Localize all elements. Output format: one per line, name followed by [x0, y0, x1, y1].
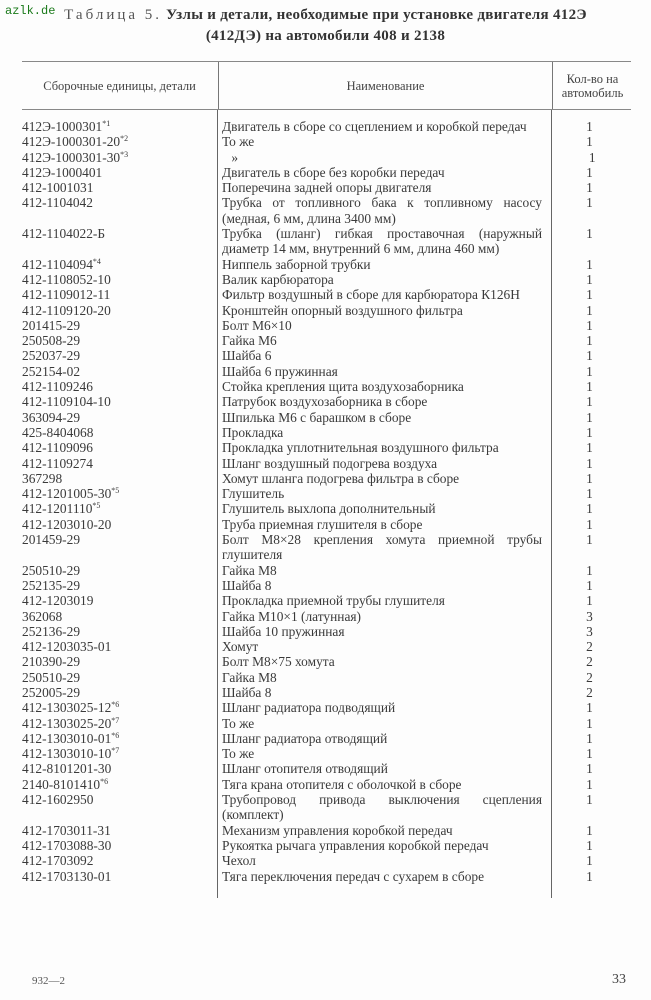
quantity: 1: [586, 715, 593, 731]
quantity: 1: [586, 837, 593, 853]
table-body: [22, 110, 631, 884]
part-name: Двигатель в сборе без коробки передач: [222, 164, 445, 180]
footnote-mark: *7: [111, 746, 120, 756]
part-name: Гайка М10×1 (латунная): [222, 608, 362, 624]
part-name: Шайба 10 пружинная: [222, 623, 345, 639]
table-title: [0, 5, 651, 47]
part-name: Стойка крепления щита воздухозаборника: [222, 379, 464, 395]
part-number-text: 201459-29: [22, 532, 81, 548]
table-row: [22, 272, 631, 287]
quantity: 1: [586, 532, 593, 548]
part-number: [22, 425, 217, 440]
part-number: [22, 639, 217, 654]
table-row: [22, 838, 631, 853]
part-name: Шайба 6 пружинная: [222, 363, 338, 379]
printer-signature: 932—2: [32, 975, 65, 987]
quantity: 2: [586, 654, 593, 670]
part-name: Шланг отопителя отводящий: [222, 761, 388, 777]
part-number-text: 250508-29: [22, 333, 81, 349]
footnote-mark: *4: [92, 256, 101, 266]
part-number: [22, 716, 217, 731]
table-row: [22, 670, 631, 685]
quantity: 1: [586, 562, 593, 578]
quantity: 1: [586, 440, 593, 456]
quantity: 1: [586, 317, 593, 333]
part-name: То же: [222, 746, 255, 762]
quantity: 1: [586, 409, 593, 425]
table-row: [22, 150, 631, 165]
table-row: [22, 348, 631, 363]
header-qty: Кол-во на автомобиль: [552, 62, 632, 109]
quantity: 1: [586, 348, 593, 364]
part-name: Трубка (шланг) гибкая проставочная (наружный диаметр 14 мм, внутренний 6 мм, длина 460 мм): [222, 226, 542, 257]
part-number: [22, 150, 213, 165]
table-row: [22, 303, 631, 318]
table-row: [22, 853, 631, 868]
parts-table: [22, 61, 631, 884]
part-number: [22, 685, 217, 700]
quantity: 1: [586, 792, 593, 808]
part-number-text: 363094-29: [22, 409, 81, 425]
part-number: [22, 532, 217, 563]
part-name: Болт М6×10: [222, 317, 292, 333]
part-name: Двигатель в сборе со сцеплением и коробкой передач: [222, 119, 527, 134]
page-number: 33: [612, 972, 626, 987]
part-number: [22, 119, 217, 134]
part-number-text: 425-8404068: [22, 424, 94, 440]
part-number-text: 412-1001031: [22, 180, 94, 196]
part-number: [22, 180, 217, 195]
part-number: [22, 379, 217, 394]
part-number: [22, 195, 217, 226]
footnote-mark: *1: [102, 119, 111, 128]
table-row: [22, 257, 631, 272]
part-name: Болт М8×28 крепления хомута приемной трубы глушителя: [222, 532, 542, 563]
quantity: 2: [586, 639, 593, 655]
footnote-mark: *5: [92, 501, 101, 511]
part-number-text: 412-1108052-10: [22, 271, 111, 287]
part-number: [22, 257, 217, 272]
table-number: Таблица 5.: [64, 7, 163, 23]
quantity: 1: [586, 470, 593, 486]
part-number-text: 412-1703011-31: [22, 822, 111, 838]
part-name: Валик карбюратора: [222, 271, 334, 287]
part-name: Труба приемная глушителя в сборе: [222, 516, 423, 532]
table-row: [22, 425, 631, 440]
table-row: [22, 456, 631, 471]
part-number: [22, 410, 217, 425]
part-number-text: 412-1703088-30: [22, 837, 112, 853]
footnote-mark: *3: [120, 149, 129, 159]
part-name: Хомут шланга подогрева фильтра в сборе: [222, 470, 460, 486]
part-number-text: 250510-29: [22, 669, 81, 685]
table-caption-line2: (412ДЭ) на автомобили 408 и 2138: [205, 28, 446, 44]
part-number: [22, 578, 217, 593]
part-number-text: 252005-29: [22, 684, 81, 700]
table-row: [22, 746, 631, 761]
part-number: [22, 471, 217, 486]
watermark: azlk.de: [5, 4, 56, 18]
quantity: 1: [586, 394, 593, 410]
part-number: [22, 303, 217, 318]
part-name: То же: [222, 134, 255, 150]
table-row: [22, 440, 631, 455]
quantity: 1: [586, 164, 593, 180]
table-row: [22, 394, 631, 409]
quantity: 1: [586, 363, 593, 379]
table-row: [22, 639, 631, 654]
part-name: Шайба 6: [222, 348, 272, 364]
part-number: [22, 440, 217, 455]
part-number-text: 412-1109096: [22, 440, 93, 456]
table-row: [22, 731, 631, 746]
quantity: 1: [586, 271, 593, 287]
part-number: [22, 517, 217, 532]
part-number: [22, 731, 217, 746]
part-number-text: 201415-29: [22, 317, 81, 333]
part-name: Шайба 8: [222, 577, 272, 593]
part-number: [22, 486, 217, 501]
quantity: 1: [588, 149, 596, 165]
part-name: Шланг радиатора отводящий: [222, 730, 388, 746]
part-name: Тяга крана отопителя с оболочкой в сборе: [222, 776, 462, 792]
part-number: [22, 609, 217, 624]
table-row: [22, 761, 631, 776]
table-row: [22, 486, 631, 501]
quantity: 1: [586, 593, 593, 609]
table-row: [22, 226, 631, 257]
part-number-text: 412Э-1000301: [22, 119, 103, 134]
part-number-text: 412-1703130-01: [22, 868, 112, 884]
quantity: 2: [586, 669, 593, 685]
part-number-text: 412Э-1000301-20: [22, 134, 121, 150]
part-number-text: 412Э-1000301-30: [22, 149, 121, 165]
part-number: [22, 134, 217, 149]
part-number-text: 412-8101201-30: [22, 761, 112, 777]
footnote-mark: *7: [111, 715, 120, 725]
quantity: 1: [586, 424, 593, 440]
footnote-mark: *2: [120, 134, 129, 144]
quantity: 1: [586, 761, 593, 777]
part-number: [22, 838, 217, 853]
part-number-text: 412-1303025-12: [22, 700, 112, 716]
quantity: 3: [586, 608, 593, 624]
part-number-text: 412-1303010-01: [22, 730, 112, 746]
quantity: 1: [586, 746, 593, 762]
quantity: 1: [586, 379, 593, 395]
part-name: Прокладка приемной трубы глушителя: [222, 593, 445, 609]
part-name: Глушитель: [222, 486, 285, 502]
part-number: [22, 593, 217, 608]
part-number-text: 252136-29: [22, 623, 81, 639]
quantity: 1: [586, 302, 593, 318]
part-number: [22, 318, 217, 333]
quantity: 1: [586, 256, 593, 272]
quantity: 1: [586, 700, 593, 716]
part-name: Рукоятка рычага управления коробкой передач: [222, 837, 489, 853]
table-row: [22, 609, 631, 624]
quantity: 1: [586, 180, 593, 196]
part-number: [22, 364, 217, 379]
table-row: [22, 685, 631, 700]
quantity: 1: [586, 134, 593, 150]
quantity: 2: [586, 684, 593, 700]
quantity: 1: [586, 822, 593, 838]
quantity: 1: [586, 226, 593, 242]
quantity: 1: [586, 486, 593, 502]
table-row: [22, 501, 631, 516]
table-row: [22, 119, 631, 134]
quantity: 1: [586, 333, 593, 349]
part-number: [22, 394, 217, 409]
part-name: Болт М8×75 хомута: [222, 654, 335, 670]
part-name: »: [231, 149, 239, 165]
part-name: Хомут: [222, 639, 259, 655]
quantity: 1: [586, 853, 593, 869]
part-name: Шланг радиатора подводящий: [222, 700, 396, 716]
part-number-text: 362068: [22, 608, 63, 624]
part-number: [22, 272, 217, 287]
part-number: [22, 761, 217, 776]
table-row: [22, 517, 631, 532]
part-number-text: 412-1303025-20: [22, 715, 112, 731]
part-number-text: 412-1109104-10: [22, 394, 111, 410]
table-row: [22, 578, 631, 593]
part-number: [22, 700, 217, 715]
quantity: 1: [586, 195, 593, 211]
part-number-text: 412-1201005-30: [22, 486, 112, 502]
part-name: Прокладка уплотнительная воздушного фильтра: [222, 440, 499, 456]
part-name: Шланг воздушный подогрева воздуха: [222, 455, 438, 471]
part-number-text: 412-1109120-20: [22, 302, 111, 318]
quantity: 3: [586, 623, 593, 639]
part-number: [22, 624, 217, 639]
quantity: 1: [586, 730, 593, 746]
quantity: 1: [586, 868, 593, 884]
table-row: [22, 287, 631, 302]
part-number-text: 250510-29: [22, 562, 81, 578]
part-number: [22, 792, 217, 823]
table-row: [22, 563, 631, 578]
part-number: [22, 333, 217, 348]
part-name: Чехол: [222, 853, 256, 869]
table-row: [22, 716, 631, 731]
footnote-mark: *6: [111, 700, 120, 710]
part-number: [22, 165, 217, 180]
part-number-text: 252135-29: [22, 577, 81, 593]
part-name: Шайба 8: [222, 684, 272, 700]
part-name: Фильтр воздушный в сборе для карбюратора К126Н: [222, 287, 520, 303]
part-number: [22, 226, 217, 257]
quantity: 1: [586, 287, 593, 303]
part-number: [22, 823, 217, 838]
header-parts: Сборочные единицы, детали: [43, 78, 196, 93]
part-name: Шпилька М6 с барашком в сборе: [222, 409, 412, 425]
part-name: Кронштейн опорный воздушного фильтра: [222, 302, 463, 318]
part-number: [22, 853, 217, 868]
footnote-mark: *6: [100, 776, 109, 786]
part-number-text: 412-1303010-10: [22, 746, 112, 762]
table-row: [22, 379, 631, 394]
part-name: Глушитель выхлопа дополнительный: [222, 501, 436, 517]
table-row: [22, 792, 631, 823]
part-number-text: 412-1109012-11: [22, 287, 111, 303]
part-number-text: 252154-02: [22, 363, 81, 379]
part-number-text: 412-1104022-Б: [22, 226, 106, 242]
part-number: [22, 654, 217, 669]
part-number-text: 412-1703092: [22, 853, 94, 869]
part-number-text: 412-1203019: [22, 593, 94, 609]
quantity: 1: [586, 776, 593, 792]
table-row: [22, 165, 631, 180]
table-row: [22, 654, 631, 669]
part-name: Патрубок воздухозаборника в сборе: [222, 394, 428, 410]
table-row: [22, 869, 631, 884]
part-name: Гайка М6: [222, 333, 277, 349]
part-number-text: 412-1104042: [22, 195, 93, 211]
table-row: [22, 410, 631, 425]
quantity: 1: [586, 516, 593, 532]
part-name: То же: [222, 715, 255, 731]
table-row: [22, 134, 631, 149]
part-name: Трубка от топливного бака к топливному насосу (медная, 6 мм, длина 3400 мм): [222, 195, 542, 226]
table-row: [22, 823, 631, 838]
part-number: [22, 348, 217, 363]
footnote-mark: *5: [111, 486, 120, 496]
part-number: [22, 563, 217, 578]
part-name: Поперечина задней опоры двигателя: [222, 180, 432, 196]
part-number-text: 367298: [22, 470, 63, 486]
table-caption-line1: Узлы и детали, необходимые при установке двигателя 412Э: [166, 7, 587, 23]
table-row: [22, 364, 631, 379]
part-number: [22, 456, 217, 471]
part-number-text: 210390-29: [22, 654, 81, 670]
part-name: Трубопровод привода выключения сцепления (комплект): [222, 792, 542, 823]
quantity: 1: [586, 501, 593, 517]
part-number-text: 412-1109274: [22, 455, 93, 471]
part-number-text: 412-1109246: [22, 379, 93, 395]
table-row: [22, 593, 631, 608]
part-name: Ниппель заборной трубки: [222, 256, 371, 272]
quantity: 1: [586, 577, 593, 593]
footnote-mark: *6: [111, 730, 120, 740]
table-row: [22, 532, 631, 563]
table-row: [22, 318, 631, 333]
table-row: [22, 180, 631, 195]
table-row: [22, 333, 631, 348]
part-number-text: 412-1602950: [22, 792, 94, 808]
part-number-text: 412-1203010-20: [22, 516, 112, 532]
part-number-text: 252037-29: [22, 348, 81, 364]
part-number: [22, 869, 217, 884]
part-name: Гайка М8: [222, 562, 277, 578]
table-row: [22, 700, 631, 715]
part-number: [22, 746, 217, 761]
part-number: [22, 777, 217, 792]
header-name: Наименование: [218, 62, 552, 109]
part-name: Гайка М8: [222, 669, 277, 685]
part-number: [22, 287, 217, 302]
part-number: [22, 670, 217, 685]
part-name: Тяга переключения передач с сухарем в сборе: [222, 868, 485, 884]
quantity: 1: [586, 119, 593, 134]
table-row: [22, 624, 631, 639]
table-row: [22, 195, 631, 226]
quantity: 1: [586, 455, 593, 471]
part-name: Механизм управления коробкой передач: [222, 822, 453, 838]
table-header: [22, 61, 631, 110]
part-name: Прокладка: [222, 424, 284, 440]
table-row: [22, 471, 631, 486]
part-number-text: 412Э-1000401: [22, 164, 103, 180]
part-number-text: 2140-8101410: [22, 776, 101, 792]
table-row: [22, 777, 631, 792]
part-number: [22, 501, 217, 516]
part-number-text: 412-1203035-01: [22, 639, 112, 655]
part-number-text: 412-1104094: [22, 256, 93, 272]
part-number-text: 412-1201110: [22, 501, 93, 517]
